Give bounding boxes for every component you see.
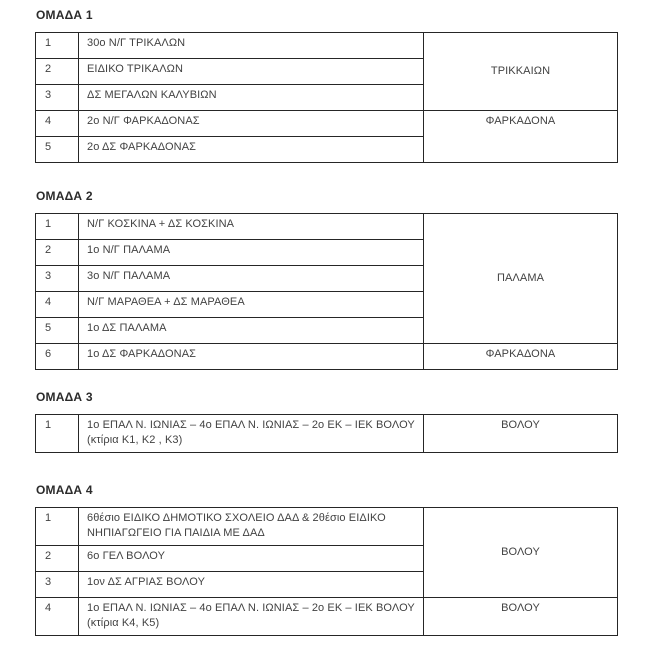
group-4-heading: ΟΜΑΔΑ 4 xyxy=(36,483,93,497)
school-name-cell: 1ον ΔΣ ΑΓΡΙΑΣ ΒΟΛΟΥ xyxy=(79,572,424,598)
row-number-cell: 3 xyxy=(36,266,79,292)
table-row xyxy=(36,214,618,240)
row-number-cell: 2 xyxy=(36,59,79,85)
municipality-cell: ΠΑΛΑΜΑ xyxy=(424,214,618,344)
group-4-section xyxy=(35,483,617,636)
school-name-cell: 1ο ΕΠΑΛ Ν. ΙΩΝΙΑΣ – 4ο ΕΠΑΛ Ν. ΙΩΝΙΑΣ – 2ο ΕΚ – ΙΕΚ ΒΟΛΟΥ (κτίρια Κ1, Κ2 , Κ3) xyxy=(79,415,424,453)
row-number-cell: 2 xyxy=(36,546,79,572)
row-number-cell: 3 xyxy=(36,85,79,111)
school-name-cell: 6ο ΓΕΛ ΒΟΛΟΥ xyxy=(79,546,424,572)
school-name-cell: Ν/Γ ΚΟΣΚΙΝΑ + ΔΣ ΚΟΣΚΙΝΑ xyxy=(79,214,424,240)
school-name-cell: ΔΣ ΜΕΓΑΛΩΝ ΚΑΛΥΒΙΩΝ xyxy=(79,85,424,111)
school-name-cell: 3ο Ν/Γ ΠΑΛΑΜΑ xyxy=(79,266,424,292)
municipality-cell: ΒΟΛΟΥ xyxy=(424,415,618,453)
municipality-cell: ΒΟΛΟΥ xyxy=(424,508,618,598)
group-3-heading: ΟΜΑΔΑ 3 xyxy=(36,390,93,404)
row-number-cell: 6 xyxy=(36,344,79,370)
table-row xyxy=(36,415,618,453)
school-name-cell: ΕΙΔΙΚΟ ΤΡΙΚΑΛΩΝ xyxy=(79,59,424,85)
school-name-cell: Ν/Γ ΜΑΡΑΘΕΑ + ΔΣ ΜΑΡΑΘΕΑ xyxy=(79,292,424,318)
row-number-cell: 2 xyxy=(36,240,79,266)
municipality-cell: ΦΑΡΚΑΔΟΝΑ xyxy=(424,344,618,370)
group-2-table xyxy=(35,213,618,370)
school-name-cell: 1ο ΔΣ ΦΑΡΚΑΔΟΝΑΣ xyxy=(79,344,424,370)
group-1-table xyxy=(35,32,618,163)
school-name-cell: 6θέσιο ΕΙΔΙΚΟ ΔΗΜΟΤΙΚΟ ΣΧΟΛΕΙΟ ΔΑΔ & 2θέσιο ΕΙΔΙΚΟ ΝΗΠΙΑΓΩΓΕΙΟ ΓΙΑ ΠΑΙΔΙΑ ΜΕ ΔΑΔ xyxy=(79,508,424,546)
table-row xyxy=(36,33,618,59)
school-name-cell: 2ο ΔΣ ΦΑΡΚΑΔΟΝΑΣ xyxy=(79,137,424,163)
table-row xyxy=(36,508,618,546)
row-number-cell: 1 xyxy=(36,33,79,59)
municipality-cell: ΦΑΡΚΑΔΟΝΑ xyxy=(424,111,618,163)
row-number-cell: 1 xyxy=(36,508,79,546)
table-row xyxy=(36,344,618,370)
group-1-heading: ΟΜΑΔΑ 1 xyxy=(36,8,93,22)
row-number-cell: 4 xyxy=(36,292,79,318)
table-row xyxy=(36,598,618,636)
row-number-cell: 5 xyxy=(36,318,79,344)
school-name-cell: 1ο Ν/Γ ΠΑΛΑΜΑ xyxy=(79,240,424,266)
school-name-cell: 1ο ΕΠΑΛ Ν. ΙΩΝΙΑΣ – 4ο ΕΠΑΛ Ν. ΙΩΝΙΑΣ – 2ο ΕΚ – ΙΕΚ ΒΟΛΟΥ (κτίρια Κ4, Κ5) xyxy=(79,598,424,636)
municipality-cell: ΒΟΛΟΥ xyxy=(424,598,618,636)
school-name-cell: 30ο Ν/Γ ΤΡΙΚΑΛΩΝ xyxy=(79,33,424,59)
row-number-cell: 5 xyxy=(36,137,79,163)
school-name-cell: 1ο ΔΣ ΠΑΛΑΜΑ xyxy=(79,318,424,344)
municipality-cell: ΤΡΙΚΚΑΙΩΝ xyxy=(424,33,618,111)
group-4-table xyxy=(35,507,618,636)
group-3-section xyxy=(35,390,617,453)
row-number-cell: 1 xyxy=(36,415,79,453)
row-number-cell: 4 xyxy=(36,598,79,636)
table-row xyxy=(36,111,618,137)
group-2-section xyxy=(35,189,617,370)
group-2-heading: ΟΜΑΔΑ 2 xyxy=(36,189,93,203)
school-name-cell: 2ο Ν/Γ ΦΑΡΚΑΔΟΝΑΣ xyxy=(79,111,424,137)
group-1-section xyxy=(35,8,617,163)
group-3-table xyxy=(35,414,618,453)
row-number-cell: 1 xyxy=(36,214,79,240)
row-number-cell: 3 xyxy=(36,572,79,598)
row-number-cell: 4 xyxy=(36,111,79,137)
